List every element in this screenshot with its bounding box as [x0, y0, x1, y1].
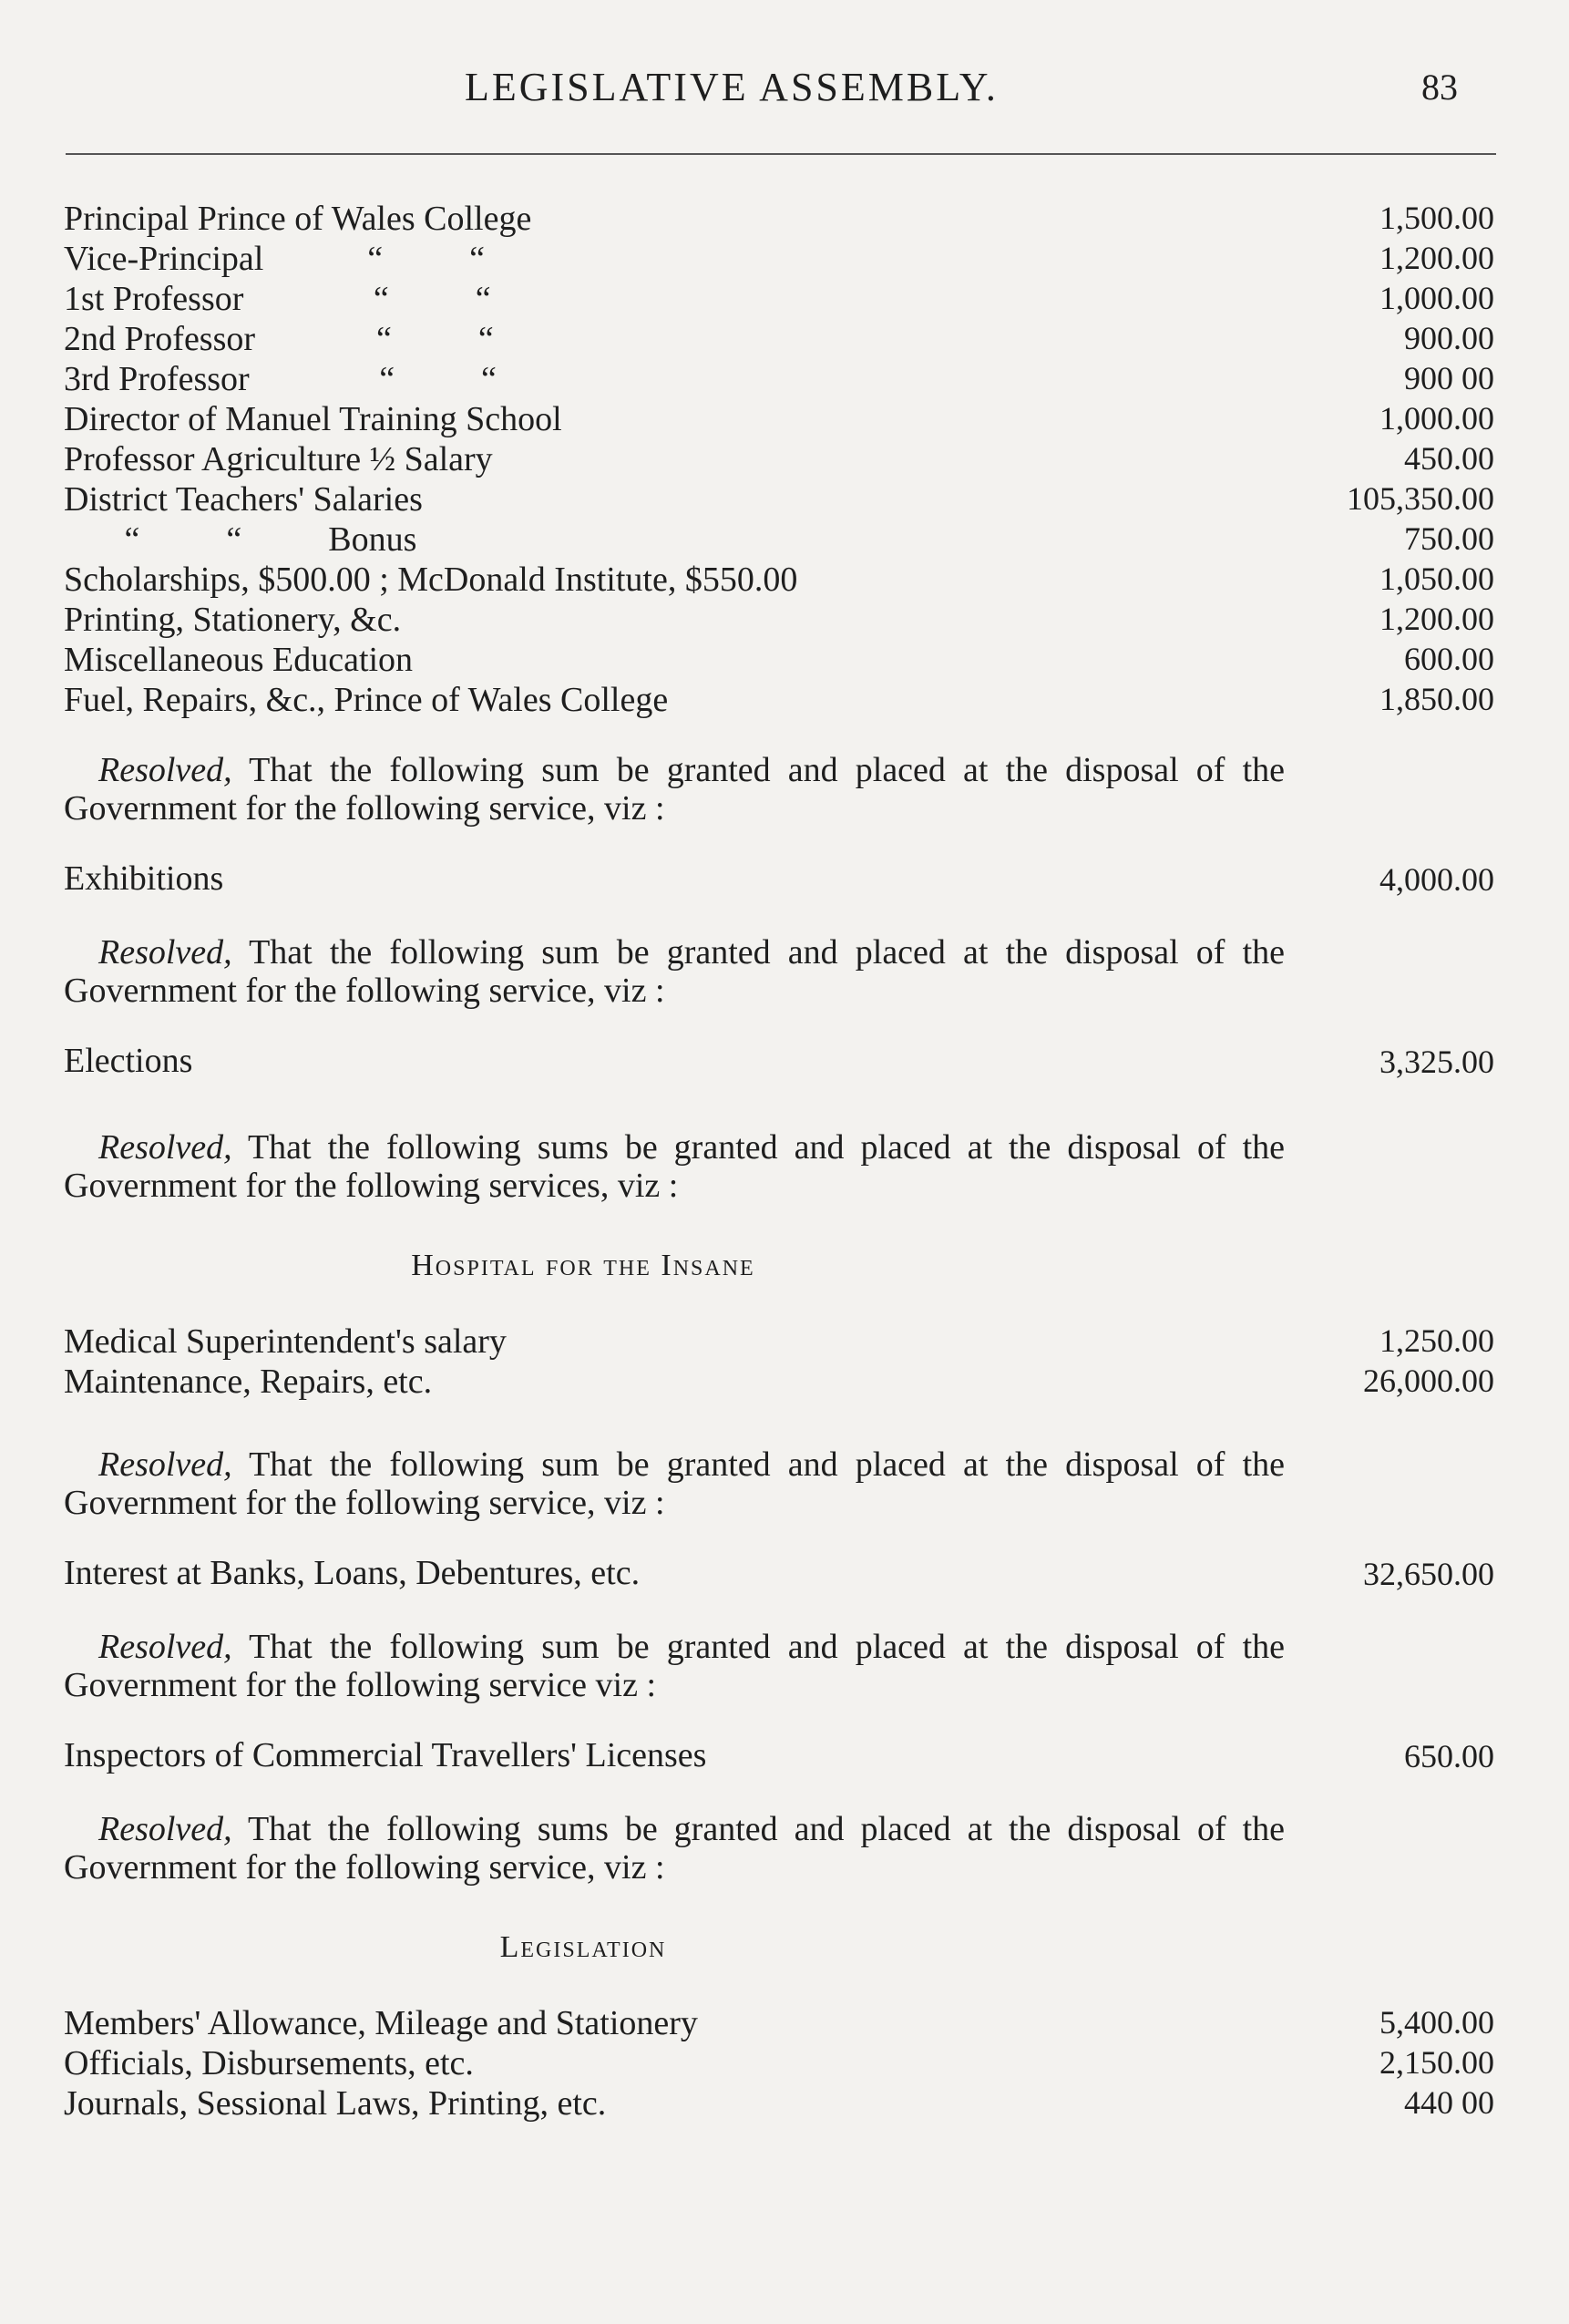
- line-item-amount: 900.00: [1404, 320, 1494, 356]
- line-item-amount: 2,150.00: [1379, 2044, 1494, 2081]
- line-item-label: 3rd Professor “ “: [64, 360, 497, 398]
- line-item-label: Professor Agriculture ½ Salary: [64, 440, 493, 478]
- resolution-paragraph: Resolved, That the following sum be granted and placed at the disposal of the Government for the following service viz :: [64, 1628, 1285, 1704]
- line-item: [64, 199, 1494, 239]
- resolution-paragraph: Resolved, That the following sum be granted and placed at the disposal of the Government for the following service, viz :: [64, 751, 1285, 828]
- line-item-label: Medical Superintendent's salary: [64, 1322, 507, 1361]
- line-item-amount: 1,000.00: [1379, 400, 1494, 437]
- line-item-amount: 105,350.00: [1347, 480, 1494, 517]
- line-item-amount: 26,000.00: [1363, 1363, 1494, 1399]
- elections-row: [64, 1041, 1494, 1085]
- line-item-label: Principal Prince of Wales College: [64, 200, 532, 238]
- page-title: LEGISLATIVE ASSEMBLY.: [465, 65, 999, 109]
- line-item-amount: 450.00: [1404, 440, 1494, 477]
- line-item: [64, 239, 1494, 279]
- line-item-label: Members' Allowance, Mileage and Stationery: [64, 2004, 698, 2042]
- interest-row: [64, 1553, 1494, 1597]
- line-item: [64, 680, 1494, 720]
- line-item-label: “ “ Bonus: [64, 520, 417, 559]
- line-item: [64, 439, 1494, 479]
- resolution-paragraph: Resolved, That the following sum be granted and placed at the disposal of the Government for the following service, viz :: [64, 933, 1285, 1010]
- line-item: [64, 2003, 1494, 2043]
- line-item-label: Officials, Disbursements, etc.: [64, 2044, 474, 2082]
- row-label: Inspectors of Commercial Travellers' Licenses: [64, 1736, 707, 1774]
- line-item-label: Maintenance, Repairs, etc.: [64, 1363, 433, 1401]
- line-item-amount: 750.00: [1404, 520, 1494, 557]
- page-header: [0, 64, 1569, 118]
- row-amount: 4,000.00: [1379, 861, 1494, 898]
- line-item: [64, 560, 1494, 600]
- line-item-amount: 1,500.00: [1379, 200, 1494, 236]
- line-item: [64, 479, 1494, 519]
- line-item: [64, 640, 1494, 680]
- inspectors-row: [64, 1735, 1494, 1779]
- line-item-amount: 1,200.00: [1379, 601, 1494, 637]
- legislation-list: [64, 2003, 1494, 2123]
- line-item: [64, 399, 1494, 439]
- line-item-label: District Teachers' Salaries: [64, 480, 423, 519]
- line-item: [64, 1321, 1494, 1362]
- resolution-paragraph: Resolved, That the following sum be granted and placed at the disposal of the Government for the following service, viz :: [64, 1445, 1285, 1522]
- row-amount: 3,325.00: [1379, 1044, 1494, 1080]
- row-amount: 32,650.00: [1363, 1556, 1494, 1592]
- line-item: [64, 600, 1494, 640]
- line-item-amount: 5,400.00: [1379, 2004, 1494, 2041]
- line-item-label: Scholarships, $500.00 ; McDonald Institute, $550.00: [64, 560, 798, 599]
- page-content: [64, 199, 1494, 2123]
- line-item: [64, 519, 1494, 560]
- header-rule: [66, 153, 1496, 155]
- line-item: [64, 279, 1494, 319]
- resolution-paragraph: Resolved, That the following sums be granted and placed at the disposal of the Government for the following services, viz :: [64, 1128, 1285, 1205]
- line-item: [64, 359, 1494, 399]
- line-item-amount: 1,250.00: [1379, 1322, 1494, 1359]
- hospital-list: [64, 1321, 1494, 1402]
- line-item-amount: 1,850.00: [1379, 681, 1494, 717]
- line-item-label: Fuel, Repairs, &c., Prince of Wales College: [64, 681, 669, 719]
- row-label: Elections: [64, 1042, 193, 1080]
- line-item-amount: 900 00: [1404, 360, 1494, 396]
- line-item-amount: 440 00: [1404, 2084, 1494, 2121]
- line-item-label: Vice-Principal “ “: [64, 240, 486, 278]
- line-item-label: 1st Professor “ “: [64, 280, 491, 318]
- resolution-paragraph: Resolved, That the following sums be granted and placed at the disposal of the Government for the following service, viz :: [64, 1810, 1285, 1887]
- line-item-label: 2nd Professor “ “: [64, 320, 494, 358]
- exhibitions-row: [64, 859, 1494, 902]
- line-item: [64, 1362, 1494, 1402]
- line-item-label: Printing, Stationery, &c.: [64, 601, 402, 639]
- line-item-amount: 1,050.00: [1379, 560, 1494, 597]
- row-label: Interest at Banks, Loans, Debentures, etc.: [64, 1554, 641, 1592]
- line-item-amount: 600.00: [1404, 641, 1494, 677]
- line-item-amount: 1,000.00: [1379, 280, 1494, 316]
- line-item: [64, 319, 1494, 359]
- row-amount: 650.00: [1404, 1738, 1494, 1774]
- line-item: [64, 2083, 1494, 2123]
- row-label: Exhibitions: [64, 859, 224, 898]
- line-item-label: Miscellaneous Education: [64, 641, 414, 679]
- line-item-label: Journals, Sessional Laws, Printing, etc.: [64, 2084, 607, 2123]
- legislation-section-title: Legislation: [499, 1930, 667, 1964]
- page-number: 83: [1421, 67, 1458, 108]
- hospital-section-title: Hospital for the Insane: [411, 1249, 755, 1282]
- education-list: [64, 199, 1494, 720]
- line-item-label: Director of Manuel Training School: [64, 400, 562, 438]
- line-item: [64, 2043, 1494, 2083]
- line-item-amount: 1,200.00: [1379, 240, 1494, 276]
